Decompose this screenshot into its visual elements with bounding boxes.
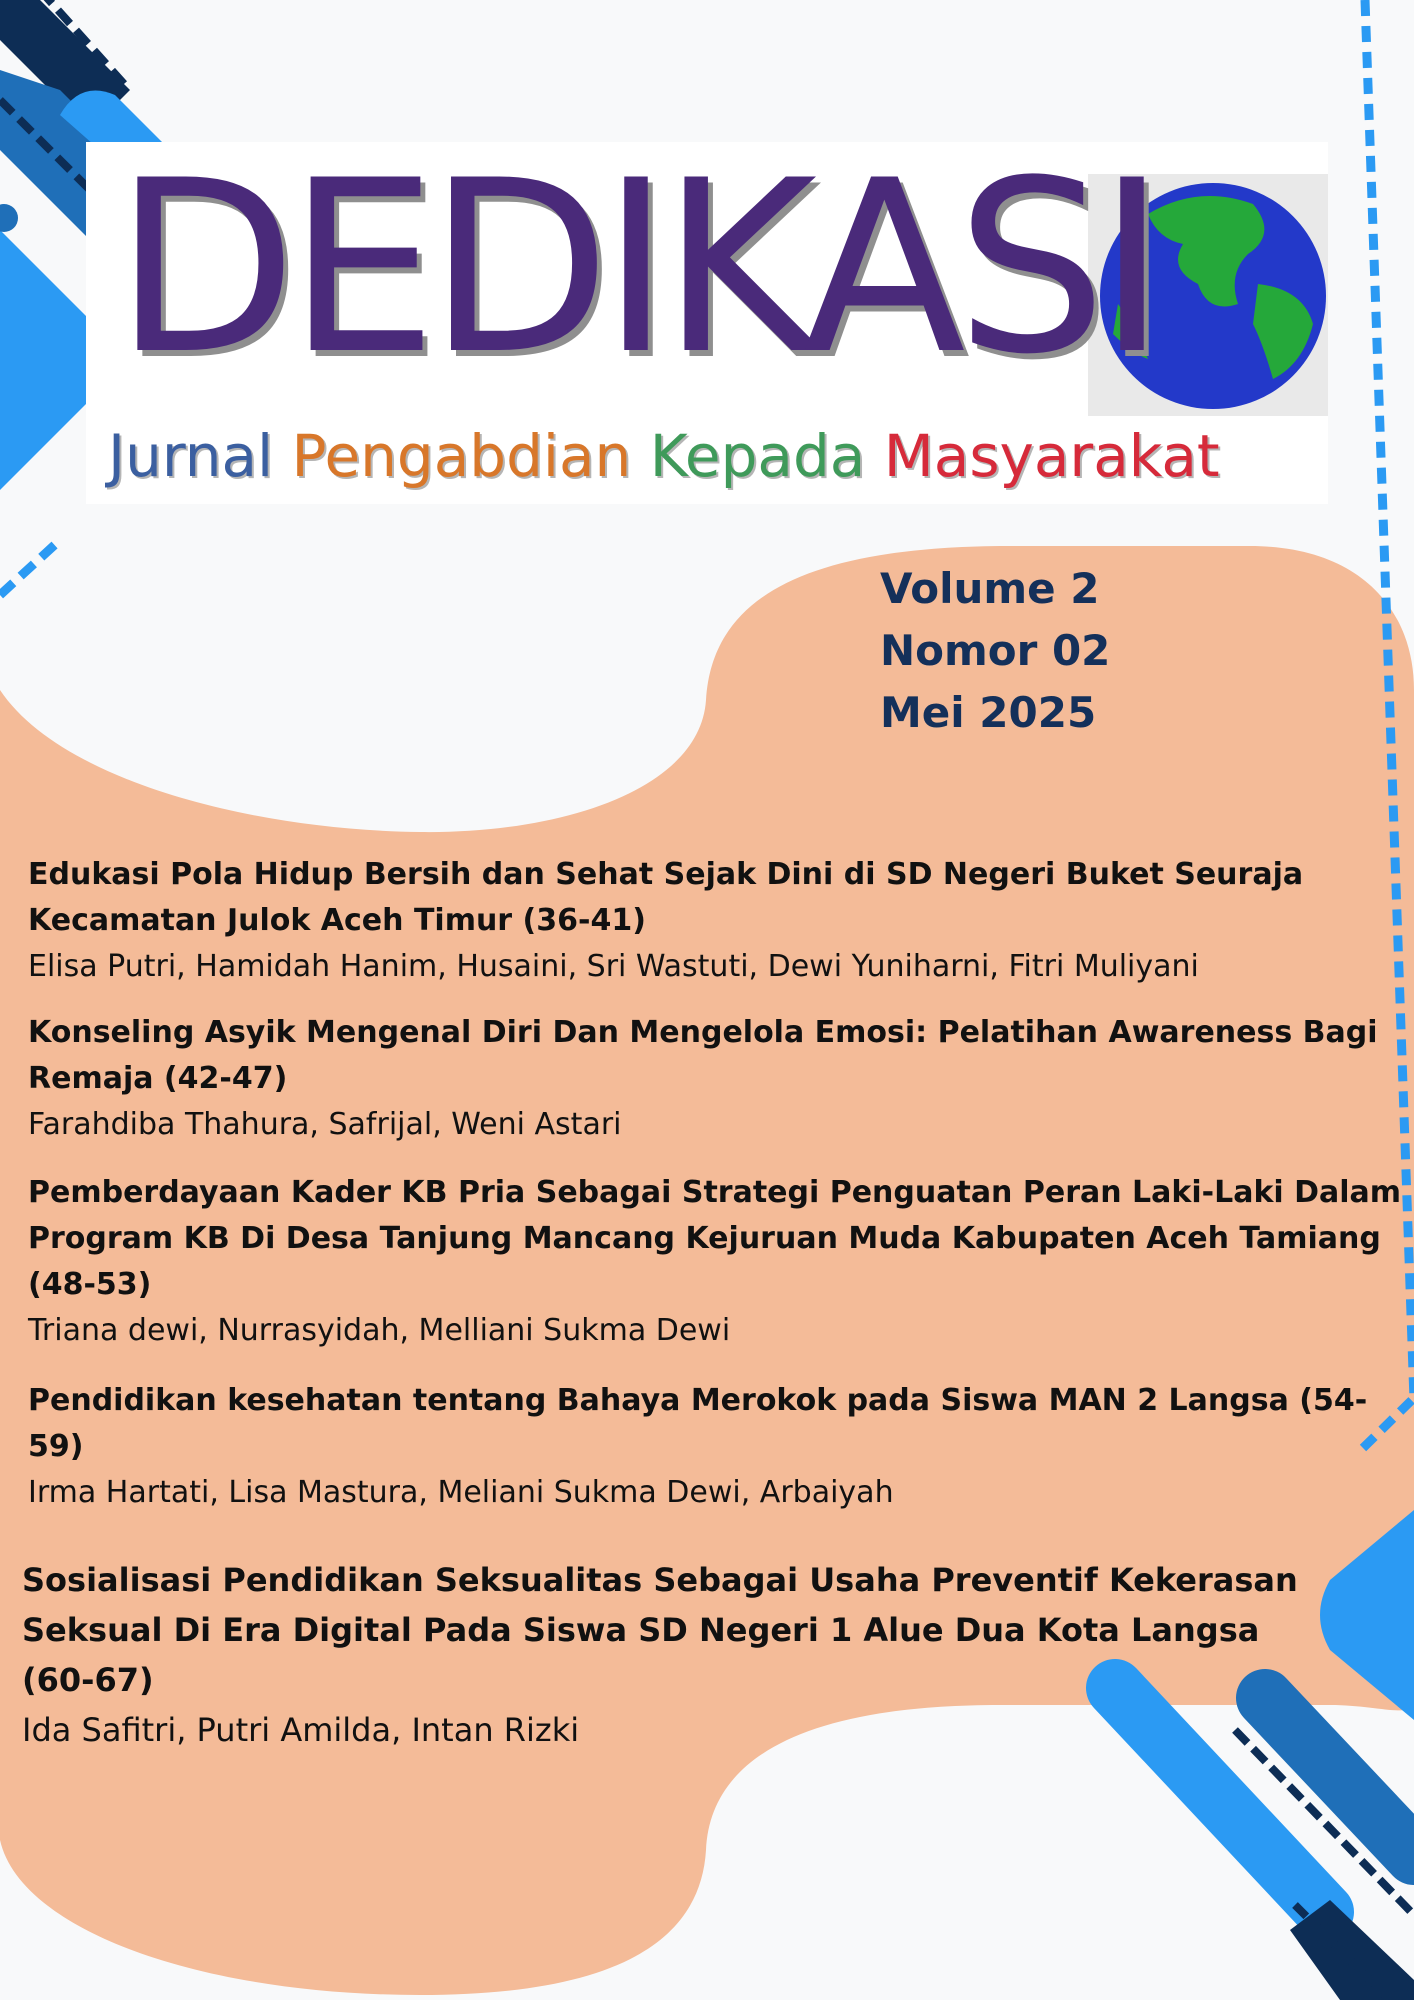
subtitle-word-1: Jurnal xyxy=(108,422,274,490)
article-authors: Irma Hartati, Lisa Mastura, Meliani Sukma Dewi, Arbaiyah xyxy=(28,1475,894,1510)
issue-volume: Volume 2 xyxy=(880,564,1100,613)
article-authors: Triana dewi, Nurrasyidah, Melliani Sukma Dewi xyxy=(28,1313,731,1348)
subtitle-word-2: Pengabdian xyxy=(291,422,632,490)
subtitle-word-3: Kepada xyxy=(649,422,866,490)
journal-logo xyxy=(86,142,1328,504)
issue-info xyxy=(880,558,1110,744)
article-item xyxy=(28,1170,1403,1354)
article-title: Pendidikan kesehatan tentang Bahaya Merokok pada Siswa MAN 2 Langsa (54-59) xyxy=(28,1383,1368,1464)
journal-subtitle xyxy=(108,422,1220,490)
article-title: Edukasi Pola Hidup Bersih dan Sehat Sejak Dini di SD Negeri Buket Seuraja Kecamatan Julok Aceh Timur (36-41) xyxy=(28,857,1304,938)
article-item xyxy=(28,1378,1398,1516)
article-authors: Ida Safitri, Putri Amilda, Intan Rizki xyxy=(22,1711,580,1749)
article-title: Konseling Asyik Mengenal Diri Dan Mengelola Emosi: Pelatihan Awareness Bagi Remaja (42-47) xyxy=(28,1015,1378,1096)
journal-title: DEDIKASI xyxy=(114,142,1158,407)
issue-date: Mei 2025 xyxy=(880,688,1097,737)
article-authors: Elisa Putri, Hamidah Hanim, Husaini, Sri Wastuti, Dewi Yuniharni, Fitri Muliyani xyxy=(28,949,1199,984)
article-authors: Farahdiba Thahura, Safrijal, Weni Astari xyxy=(28,1107,622,1142)
article-item xyxy=(28,852,1373,990)
article-title: Pemberdayaan Kader KB Pria Sebagai Strategi Penguatan Peran Laki-Laki Dalam Program KB Di Desa Tanjung Mancang Kejuruan Muda Kabupaten Aceh Tamiang (48-53) xyxy=(28,1175,1402,1302)
subtitle-word-4: Masyarakat xyxy=(883,422,1220,490)
article-item xyxy=(28,1010,1408,1148)
article-title: Sosialisasi Pendidikan Seksualitas Sebagai Usaha Preventif Kekerasan Seksual Di Era Digital Pada Siswa SD Negeri 1 Alue Dua Kota Langsa (60-67) xyxy=(22,1561,1298,1699)
article-item xyxy=(22,1555,1342,1755)
issue-number: Nomor 02 xyxy=(880,626,1111,675)
